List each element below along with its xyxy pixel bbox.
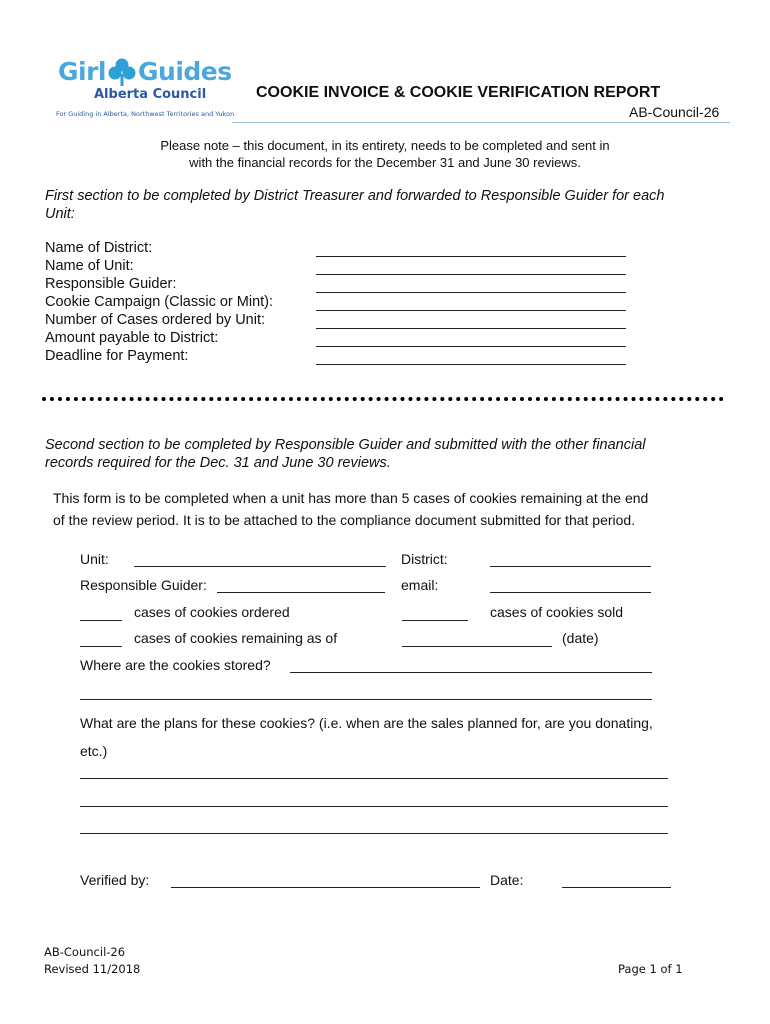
cases-ordered-field[interactable]: [316, 328, 626, 329]
district-field[interactable]: [490, 566, 651, 567]
note-line-2: with the financial records for the December 31 and June 30 reviews.: [189, 155, 581, 170]
cases-ordered-count-field[interactable]: [80, 620, 122, 621]
cases-ordered-label: Number of Cases ordered by Unit:: [45, 312, 266, 328]
cases-ordered-text: cases of cookies ordered: [134, 604, 290, 620]
unit-name-label: Name of Unit:: [45, 258, 134, 274]
logo-word-girl: Girl: [58, 57, 106, 86]
verified-by-label: Verified by:: [80, 872, 150, 888]
payment-deadline-label: Deadline for Payment:: [45, 348, 189, 364]
section1-intro: [45, 187, 745, 223]
logo-tagline: For Guiding in Alberta, Northwest Territories and Yukon: [56, 110, 235, 118]
section1-intro-line-2: Unit:: [45, 206, 75, 222]
verified-date-label: Date:: [490, 872, 524, 888]
logo-word-guides: Guides: [138, 57, 232, 86]
amount-payable-label: Amount payable to District:: [45, 330, 219, 346]
section2-intro-line-1: Second section to be completed by Responsible Guider and submitted with the other financial: [45, 437, 646, 453]
storage-field-line-2[interactable]: [80, 699, 652, 700]
section1-intro-line-1: First section to be completed by District Treasurer and forwarded to Responsible Guider for each: [45, 188, 665, 204]
cases-remaining-count-field[interactable]: [80, 646, 122, 647]
payment-deadline-field[interactable]: [316, 364, 626, 365]
section2-para-line-2: of the review period. It is to be attached to the compliance document submitted for that period.: [53, 512, 636, 528]
date-paren-text: (date): [562, 630, 599, 646]
section2-intro: [45, 436, 745, 472]
cookie-campaign-field[interactable]: [316, 310, 626, 311]
section2-para-line-1: This form is to be completed when a unit has more than 5 cases of cookies remaining at the end: [53, 490, 649, 506]
storage-field[interactable]: [290, 672, 652, 673]
district-name-label: Name of District:: [45, 240, 153, 256]
responsible-guider-label: Responsible Guider:: [45, 276, 177, 292]
district-label: District:: [401, 551, 448, 567]
form-code: AB-Council-26: [629, 104, 720, 120]
amount-payable-field[interactable]: [316, 346, 626, 347]
unit-name-field[interactable]: [316, 274, 626, 275]
footer-code: AB-Council-26: [44, 945, 126, 959]
plans-line-1: What are the plans for these cookies? (i.e. when are the sales planned for, are you donating,: [80, 715, 653, 731]
email-label: email:: [401, 577, 439, 593]
verified-by-field[interactable]: [171, 887, 480, 888]
section-separator: [42, 397, 724, 401]
cases-sold-text: cases of cookies sold: [490, 604, 624, 620]
footer-left: [44, 944, 140, 978]
verified-date-field[interactable]: [562, 887, 671, 888]
note-line-1: Please note – this document, in its entirety, needs to be completed and sent in: [160, 138, 610, 153]
plans-line-2: etc.): [80, 743, 108, 759]
trefoil-icon: [107, 57, 137, 87]
guider-field[interactable]: [217, 592, 385, 593]
guider-label: Responsible Guider:: [80, 577, 207, 593]
footer-revised: Revised 11/2018: [44, 962, 141, 976]
logo-council: Alberta Council: [94, 87, 207, 102]
document-title: COOKIE INVOICE & COOKIE VERIFICATION REPORT: [256, 84, 661, 101]
section2-paragraph: [53, 487, 753, 531]
cases-sold-count-field[interactable]: [402, 620, 468, 621]
plans-answer-line-1[interactable]: [80, 778, 668, 779]
girl-guides-logo: [52, 52, 235, 122]
plans-answer-line-3[interactable]: [80, 833, 668, 834]
header-rule: [232, 122, 730, 123]
district-name-field[interactable]: [316, 256, 626, 257]
cookie-campaign-label: Cookie Campaign (Classic or Mint):: [45, 294, 274, 310]
plans-question: [80, 709, 760, 765]
instructions-note: [40, 137, 730, 171]
cases-remaining-text: cases of cookies remaining as of: [134, 630, 338, 646]
unit-field[interactable]: [134, 566, 386, 567]
responsible-guider-field[interactable]: [316, 292, 626, 293]
page-number: Page 1 of 1: [618, 962, 683, 976]
section2-intro-line-2: records required for the Dec. 31 and June 30 reviews.: [45, 455, 391, 471]
unit-label: Unit:: [80, 551, 109, 567]
storage-label: Where are the cookies stored?: [80, 657, 271, 673]
remaining-date-field[interactable]: [402, 646, 552, 647]
plans-answer-line-2[interactable]: [80, 806, 668, 807]
email-field[interactable]: [490, 592, 651, 593]
